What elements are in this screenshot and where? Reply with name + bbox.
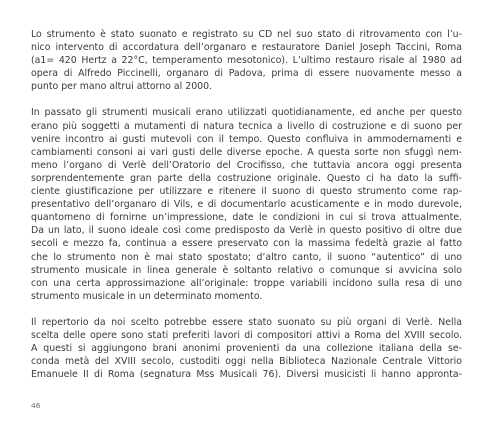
text-line: nico intervento di accordatura dell’organaro e restauratore Daniel Joseph Taccini, Roma xyxy=(31,42,462,54)
text-line: quantomeno di fornirne un’impressione, date le condizioni in cui si trova attualmente. xyxy=(31,212,462,224)
page-number: 46 xyxy=(31,401,41,410)
text-line: A questi si aggiungono brani anonimi provenienti da una collezione italiana della se- xyxy=(31,343,462,355)
text-line: (a1= 420 Hertz a 22°C, temperamento mesotonico). L’ultimo restauro risale al 1980 ad xyxy=(31,55,462,67)
paragraph-3 xyxy=(31,316,462,381)
text-line: erano più soggetti a mutamenti di natura tecnica a livello di costruzione e di suono per xyxy=(31,120,462,132)
text-line: ciente giustificazione per utilizzare e ritenere il suono di questo strumento come rap- xyxy=(31,186,462,198)
paragraph-spacer xyxy=(31,93,462,106)
text-line: Il repertorio da noi scelto potrebbe essere stato suonato su più organi di Verlè. Nella xyxy=(31,316,462,328)
text-line: sorprendentemente gran parte della costruzione originale. Questo ci ha dato la suffi- xyxy=(31,172,462,184)
text-line: venire incontro ai gusti mutevoli con il tempo. Questo confluiva in ammodernamenti e xyxy=(31,133,462,145)
text-line: secoli e mezzo fa, continua a essere preservato con la massima fedeltà grazie al fatto xyxy=(31,238,462,250)
text-line: che lo strumento non è mai stato spostato; d’altro canto, il suono “autentico” di uno xyxy=(31,251,462,263)
body-text xyxy=(31,28,462,381)
paragraph-1 xyxy=(31,28,462,93)
text-line: con una certa approssimazione all’originale: troppe variabili incidono sulla resa di uno xyxy=(31,277,462,289)
text-line: conda metà del XVIII secolo, custoditi oggi nella Biblioteca Nazionale Centrale Vittorio xyxy=(31,356,462,368)
text-line: punto per mano altrui attorno al 2000. xyxy=(31,81,213,93)
text-line: presentativo dell’organaro di Vils, e di documentarlo acusticamente e in modo durevole, xyxy=(31,199,462,211)
paragraph-spacer xyxy=(31,303,462,316)
paragraph-2 xyxy=(31,106,462,302)
text-line: strumento musicale in un determinato momento. xyxy=(31,290,263,302)
text-line: scelta delle opere sono stati preferiti lavori di compositori attivi a Roma del XVIII secolo. xyxy=(31,329,462,341)
text-line: meno l’organo di Verlè dell’Oratorio del Crocifisso, che tuttavia ancora oggi presenta xyxy=(31,159,462,171)
text-line: cambiamenti consoni ai vari gusti delle diverse epoche. A questa sorte non sfuggì nem- xyxy=(31,146,462,158)
text-line: Emanuele II di Roma (segnatura Mss Musicali 76). Diversi musicisti li hanno approntа- xyxy=(31,369,462,381)
text-line: strumento musicale in linea generale è soltanto relativo o comunque si avvicina solo xyxy=(31,264,462,276)
text-line: Da un lato, il suono ideale così come predisposto da Verlè in questo positivo di oltre due xyxy=(31,225,462,237)
text-line: In passato gli strumenti musicali erano utilizzati quotidianamente, ed anche per questo xyxy=(31,107,462,119)
text-line: Lo strumento è stato suonato e registrato su CD nel suo stato di ritrovamento con l’u- xyxy=(31,29,462,40)
text-line: opera di Alfredo Piccinelli, organaro di Padova, prima di essere nuovamente messo a xyxy=(31,68,462,80)
